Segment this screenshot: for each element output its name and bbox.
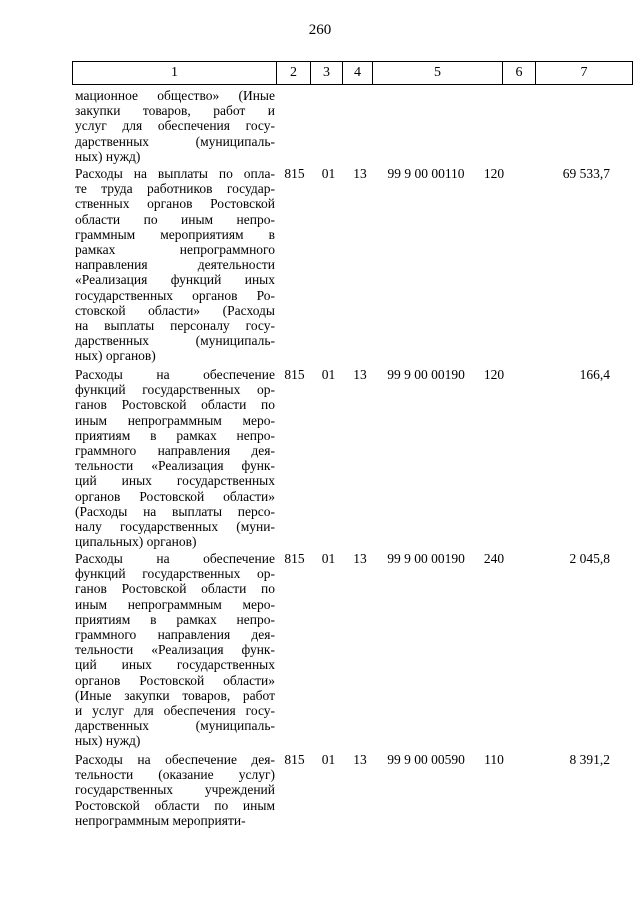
section-code: 01 <box>321 367 336 382</box>
description-line: тельности «Реализация функ- <box>75 458 275 474</box>
description-line: и услуг для обеспечения госу- <box>75 703 275 719</box>
amount-value: 69 533,7 <box>562 166 610 181</box>
description-line: непрограммным мероприяти- <box>75 812 246 828</box>
description-line: рамках непрограммного <box>75 242 275 258</box>
description-line: Расходы на обеспечение <box>75 551 275 566</box>
description-line: тельности (оказание услуг) <box>75 767 275 783</box>
description-line: органов Ростовской области» <box>75 488 275 504</box>
amount-value: 8 391,2 <box>569 752 610 767</box>
description-line: граммным мероприятиям в <box>75 226 275 242</box>
subsection-code: 13 <box>353 551 367 566</box>
amount-value: 166,4 <box>579 367 610 382</box>
description-line: дарственных (муниципаль- <box>75 333 275 349</box>
description-line: области по иным непро- <box>75 211 275 227</box>
description-line: иным непрограммным меро- <box>75 412 275 428</box>
description-line: налу государственных (муни- <box>75 519 275 535</box>
description-line: функций государственных ор- <box>75 382 275 398</box>
description-line: мационное общество» (Иные <box>75 88 275 103</box>
target-article-code: 99 9 00 00590 <box>387 752 465 767</box>
ministry-code: 815 <box>284 551 305 566</box>
description-line: органов Ростовской области» <box>75 672 275 688</box>
amount-value: 2 045,8 <box>569 551 610 566</box>
header-col-4: 4 <box>343 62 373 85</box>
row-description <box>75 367 275 549</box>
description-line: приятиям в рамках непро- <box>75 427 275 443</box>
description-line: Расходы на обеспечение <box>75 367 275 382</box>
section-code: 01 <box>321 752 336 767</box>
ministry-code: 815 <box>284 166 305 181</box>
subsection-code: 13 <box>353 367 367 382</box>
page-number: 260 <box>308 22 332 38</box>
header-col-2: 2 <box>277 62 311 85</box>
description-line: граммного направления дея- <box>75 627 275 643</box>
description-line: услуг для обеспечения госу- <box>75 118 275 134</box>
description-line: ганов Ростовской области по <box>75 581 275 597</box>
header-col-3: 3 <box>311 62 343 85</box>
row-description <box>75 88 275 164</box>
description-line: иным непрограммным меро- <box>75 596 275 612</box>
description-line: ганов Ростовской области по <box>75 397 275 413</box>
header-col-1: 1 <box>73 62 277 85</box>
header-col-7: 7 <box>536 62 633 85</box>
header-col-5: 5 <box>373 62 503 85</box>
target-article-code: 99 9 00 00190 <box>387 551 465 566</box>
subsection-code: 13 <box>353 166 367 181</box>
description-line: стовской области» (Расходы <box>75 302 275 318</box>
description-line: ций иных государственных <box>75 473 275 489</box>
description-line: на выплаты персоналу госу- <box>75 318 275 334</box>
section-code: 01 <box>321 166 336 181</box>
row-description <box>75 752 275 828</box>
header-col-6: 6 <box>503 62 536 85</box>
description-line: государственных учреждений <box>75 782 275 798</box>
row-description <box>75 166 275 364</box>
target-article-code: 99 9 00 00190 <box>387 367 465 382</box>
description-line: ственных органов Ростовской <box>75 196 275 212</box>
description-line: закупки товаров, работ и <box>75 103 275 119</box>
description-line: ных) нужд) <box>75 733 141 749</box>
target-article-code: 99 9 00 00110 <box>387 166 465 181</box>
description-line: «Реализация функций иных <box>75 272 275 288</box>
description-line: Ростовской области по иным <box>75 797 275 813</box>
section-code: 01 <box>321 551 336 566</box>
description-line: ных) органов) <box>75 348 156 364</box>
description-line: тельности «Реализация функ- <box>75 642 275 658</box>
description-line: ных) нужд) <box>75 148 141 164</box>
description-line: функций государственных ор- <box>75 566 275 582</box>
description-line: граммного направления дея- <box>75 443 275 459</box>
expense-type-code: 240 <box>483 551 505 566</box>
description-line: приятиям в рамках непро- <box>75 611 275 627</box>
table-header <box>72 61 633 85</box>
ministry-code: 815 <box>284 752 305 767</box>
ministry-code: 815 <box>284 367 305 382</box>
expense-type-code: 110 <box>484 752 504 767</box>
description-line: (Иные закупки товаров, работ <box>75 687 275 703</box>
description-line: направления деятельности <box>75 257 275 273</box>
description-line: (Расходы на выплаты персо- <box>75 503 275 519</box>
description-line: Расходы на выплаты по опла- <box>75 166 275 181</box>
subsection-code: 13 <box>353 752 367 767</box>
expense-type-code: 120 <box>483 166 505 181</box>
description-line: дарственных (муниципаль- <box>75 133 275 149</box>
row-description <box>75 551 275 749</box>
description-line: государственных органов Ро- <box>75 287 275 303</box>
description-line: ципальных) органов) <box>75 534 197 550</box>
description-line: ций иных государственных <box>75 657 275 673</box>
description-line: Расходы на обеспечение дея- <box>75 752 275 767</box>
description-line: те труда работников государ- <box>75 181 275 197</box>
expense-type-code: 120 <box>483 367 505 382</box>
description-line: дарственных (муниципаль- <box>75 718 275 734</box>
